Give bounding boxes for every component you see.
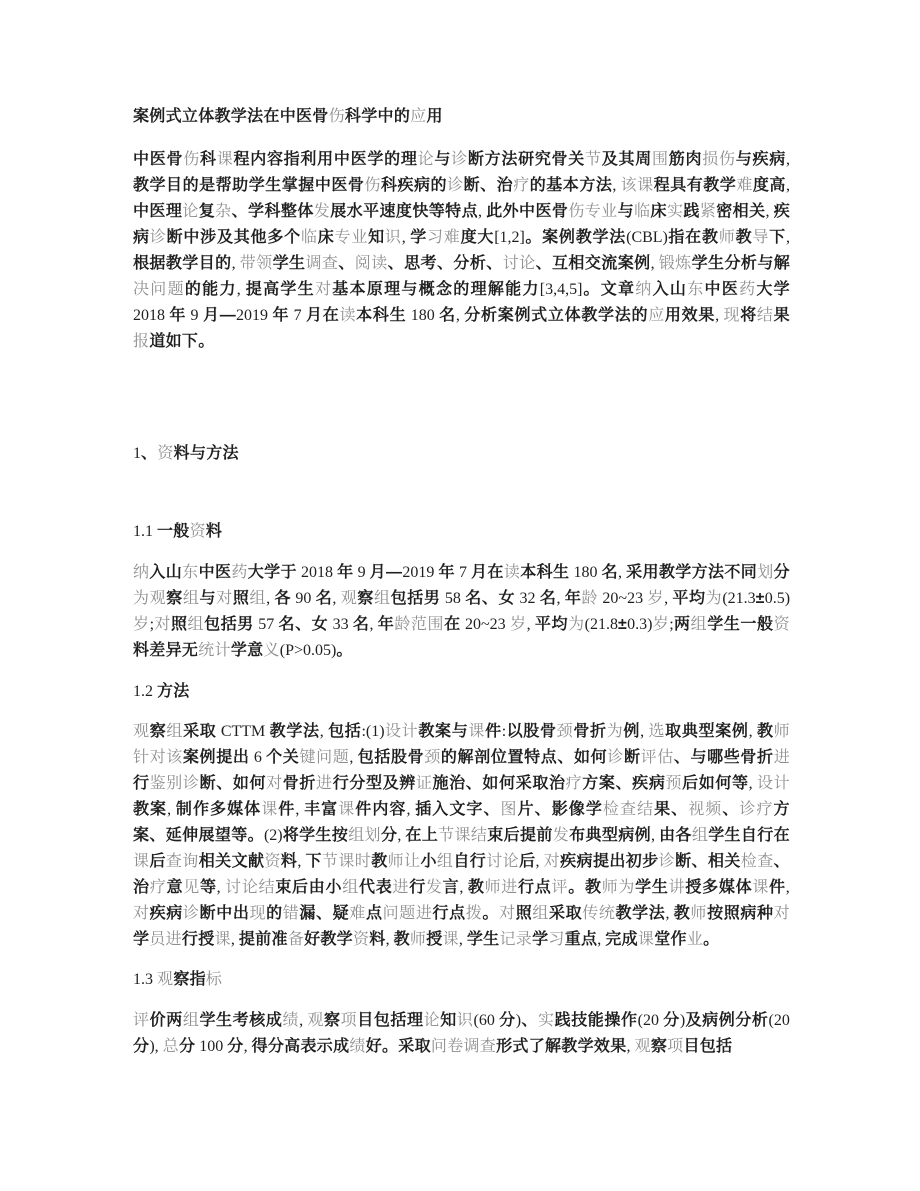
subsection-body-1-2: 观察组采取 CTTM 教学法, 包括:(1)设计教案与课件:以股骨颈骨折为例, 选取典型案例, 教师针对该案例提出 6 个关键问题, 包括股骨颈的解剖位置特点、如何诊断评估、与哪些骨折进行鉴别诊断、如何对骨折进行分型及辨证施治、如何采取治疗方案、疾病预后如何等, 设计教案, 制作多媒体课件, 丰富课件内容, 插入文字、图片、影像学检查结果、视频、诊疗方案、延伸展望等。(2)将学生按组划分, 在上节课结束后提前发布典型病例, 由各组学生自行在课后查询相关文献资料, 下节课时教师让小组自行讨论后, 对疾病提出初步诊断、相关检查、治疗意见等, 讨论结束后由小组代表进行发言, 教师进行点评。教师为学生讲授多媒体课件, 对疾病诊断中出现的错漏、疑难点问题进行点拨。对照组采取传统教学法, 教师按照病种对学员进行授课, 提前准备好教学资料, 教师授课, 学生记录学习重点, 完成课堂作业。: [133, 723, 790, 948]
subsection-body-1-3: 评价两组学生考核成绩, 观察项目包括理论知识(60 分)、实践技能操作(20 分)及病例分析(20 分), 总分 100 分, 得分高表示成绩好。采取问卷调查形式了解教学效果, 观察项目包括: [133, 1012, 790, 1055]
document-title: 案例式立体教学法在中医骨伤科学中的应用: [133, 108, 443, 125]
intro-paragraph: 中医骨伤科课程内容指利用中医学的理论与诊断方法研究骨关节及其周围筋肉损伤与疾病, 教学目的是帮助学生掌握中医骨伤科疾病的诊断、治疗的基本方法, 该课程具有教学难度高, 中医理论复杂、学科整体发展水平速度快等特点, 此外中医骨伤专业与临床实践紧密相关, 疾病诊断中涉及其他多个临床专业知识, 学习难度大[1,2]。案例教学法(CBL)指在教师教导下, 根据教学目的, 带领学生调查、阅读、思考、分析、讨论、互相交流案例, 锻炼学生分析与解决问题的能力, 提高学生对基本原理与概念的理解能力[3,4,5]。文章纳入山东中医药大学 2018 年 9 月—2019 年 7 月在读本科生 180 名, 分析案例式立体教学法的应用效果, 现将结果报道如下。: [133, 151, 791, 350]
subsection-heading-1-1: 1.1 一般资料: [133, 523, 223, 540]
section-heading-1: 1、资料与方法: [133, 445, 239, 462]
subsection-body-1-1: 纳入山东中医药大学于 2018 年 9 月—2019 年 7 月在读本科生 180 名, 采用教学方法不同划分为观察组与对照组, 各 90 名, 观察组包括男 58 名、女 32 名, 年龄 20~23 岁, 平均为(21.3±0.5)岁;对照组包括男 57 名、女 33 名, 年龄范围在 20~23 岁, 平均为(21.8±0.3)岁;两组学生一般资料差异无统计学意义(P>0.05)。: [133, 564, 791, 659]
subsection-heading-1-2: 1.2 方法: [133, 683, 190, 700]
subsection-heading-1-3: 1.3 观察指标: [133, 971, 223, 988]
